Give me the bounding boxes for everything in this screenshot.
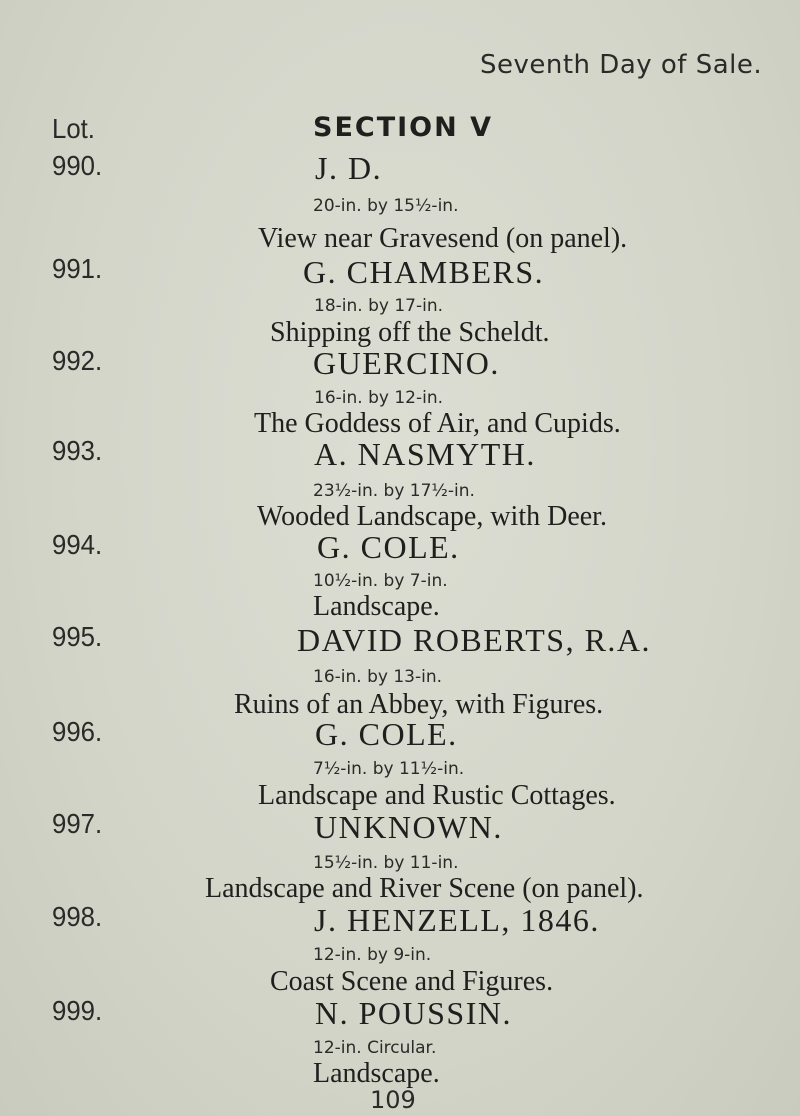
lot-artist: G. COLE. bbox=[317, 529, 460, 565]
lot-artist: G. CHAMBERS. bbox=[303, 254, 545, 290]
lot-title: Wooded Landscape, with Deer. bbox=[257, 501, 607, 532]
lot-artist: A. NASMYTH. bbox=[314, 436, 536, 472]
lot-artist: J. HENZELL, 1846. bbox=[314, 902, 600, 938]
lot-size: 12-in. by 9-in. bbox=[313, 945, 432, 965]
lot-artist: J. D. bbox=[315, 150, 383, 186]
lot-title: Landscape. bbox=[313, 1058, 440, 1089]
lot-title: Landscape. bbox=[313, 591, 440, 622]
lot-artist: UNKNOWN. bbox=[314, 809, 503, 845]
lot-artist: N. POUSSIN. bbox=[315, 995, 512, 1031]
lot-title: Landscape and River Scene (on panel). bbox=[205, 873, 644, 904]
lot-title: Ruins of an Abbey, with Figures. bbox=[234, 689, 604, 720]
page-number: 109 bbox=[370, 1086, 416, 1114]
lot-title: Shipping off the Scheldt. bbox=[270, 317, 550, 348]
lot-size: 18-in. by 17-in. bbox=[314, 296, 443, 316]
lot-number: 997. bbox=[52, 808, 103, 839]
lot-number: 992. bbox=[52, 345, 103, 376]
lot-number: 993. bbox=[52, 435, 103, 466]
lot-artist: G. COLE. bbox=[315, 716, 458, 752]
lot-title: The Goddess of Air, and Cupids. bbox=[254, 408, 621, 439]
lot-size: 10½-in. by 7-in. bbox=[313, 571, 448, 591]
lot-number: 996. bbox=[52, 716, 103, 747]
lot-title: Coast Scene and Figures. bbox=[270, 966, 554, 997]
lot-title: Landscape and Rustic Cottages. bbox=[258, 780, 616, 811]
lot-number: 990. bbox=[52, 150, 103, 181]
lot-size: 7½-in. by 11½-in. bbox=[313, 759, 465, 779]
lot-number: 998. bbox=[52, 901, 103, 932]
lot-size: 20-in. by 15½-in. bbox=[313, 196, 459, 216]
lot-size: 15½-in. by 11-in. bbox=[313, 853, 459, 873]
lot-artist: DAVID ROBERTS, R.A. bbox=[297, 622, 652, 658]
page-header: Seventh Day of Sale. bbox=[480, 50, 763, 80]
lot-size: 16-in. by 13-in. bbox=[313, 667, 442, 687]
lot-number: 995. bbox=[52, 621, 103, 652]
lot-size: 23½-in. by 17½-in. bbox=[313, 481, 475, 501]
lot-title: View near Gravesend (on panel). bbox=[258, 223, 628, 254]
section-title: SECTION V bbox=[313, 112, 494, 143]
lot-column-label: Lot. bbox=[52, 113, 95, 144]
lot-size: 12-in. Circular. bbox=[313, 1038, 437, 1058]
lot-number: 994. bbox=[52, 529, 103, 560]
lot-number: 991. bbox=[52, 253, 103, 284]
lot-size: 16-in. by 12-in. bbox=[314, 388, 443, 408]
lot-number: 999. bbox=[52, 995, 103, 1026]
lot-artist: GUERCINO. bbox=[313, 345, 500, 381]
